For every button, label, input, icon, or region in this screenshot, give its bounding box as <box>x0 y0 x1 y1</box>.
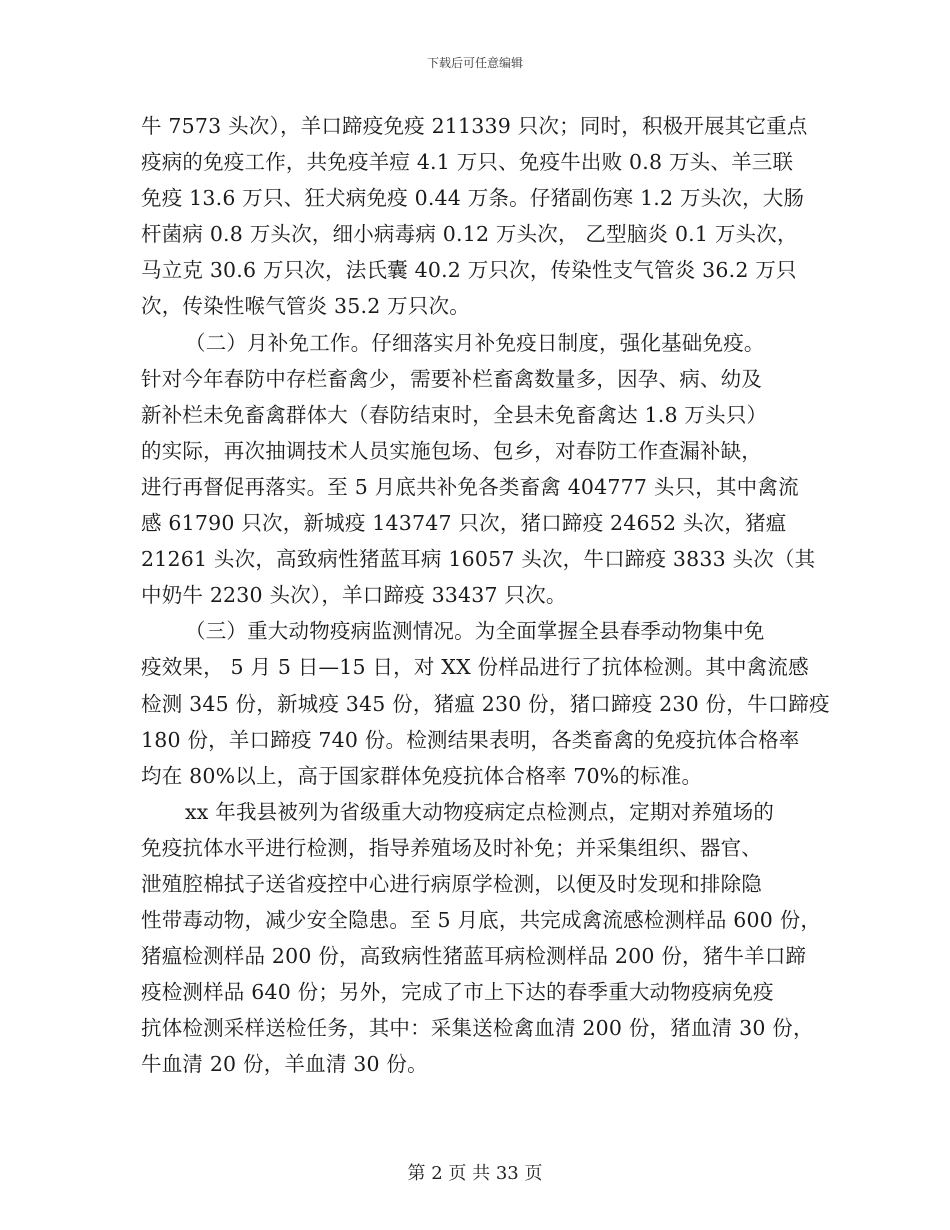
page-footer: 第 2 页 共 33 页 <box>407 1163 543 1184</box>
text-line: 均在 80%以上，高于国家群体免疫抗体合格率 70%的标准。 <box>141 763 703 788</box>
text-line: 中奶牛 2230 头次），羊口蹄疫 33437 只次。 <box>141 583 567 608</box>
paragraph <box>141 325 841 614</box>
text-line: 杆菌病 0.8 万头次，细小病毒病 0.12 万头次， 乙型脑炎 0.1 万头次， <box>141 222 798 247</box>
document-body <box>141 108 841 1083</box>
text-line: 针对今年春防中存栏畜禽少，需要补栏畜禽数量多，因孕、病、幼及 <box>141 366 762 391</box>
text-line: 性带毒动物，减少安全隐患。至 5 月底，共完成禽流感检测样品 600 份， <box>141 908 822 933</box>
text-line: 180 份，羊口蹄疫 740 份。检测结果表明，各类畜禽的免疫抗体合格率 <box>141 727 800 752</box>
text-line: 次，传染性喉气管炎 35.2 万只次。 <box>141 294 470 319</box>
text-line: 马立克 30.6 万只次，法氏囊 40.2 万只次，传染性支气管炎 36.2 万只 <box>141 258 797 283</box>
text-line: 免疫抗体水平进行检测，指导养殖场及时补免；并采集组织、器官、 <box>141 835 762 860</box>
text-line: （二）月补免工作。仔细落实月补免疫日制度，强化基础免疫。 <box>185 330 765 355</box>
text-line: 抗体检测采样送检任务，其中：采集送检禽血清 200 份，猪血清 30 份， <box>141 1016 814 1041</box>
text-line: 的实际，再次抽调技术人员实施包场、包乡，对春防工作查漏补缺， <box>141 438 762 463</box>
text-line: 免疫 13.6 万只、狂犬病免疫 0.44 万条。仔猪副伤寒 1.2 万头次，大肠 <box>141 186 805 211</box>
text-line: 疫病的免疫工作，共免疫羊痘 4.1 万只、免疫牛出败 0.8 万头、羊三联 <box>141 150 794 175</box>
text-line: 泄殖腔棉拭子送省疫控中心进行病原学检测，以便及时发现和排除隐 <box>141 871 762 896</box>
text-line: 牛 7573 头次），羊口蹄疫免疫 211339 只次；同时，积极开展其它重点 <box>141 114 808 138</box>
text-line: 疫检测样品 640 份；另外，完成了市上下达的春季重大动物疫病免疫 <box>141 980 774 1005</box>
text-line: （三）重大动物疫病监测情况。为全面掌握全县春季动物集中免 <box>185 619 765 644</box>
text-line: 牛血清 20 份，羊血清 30 份。 <box>141 1052 428 1077</box>
paragraph <box>141 794 841 1083</box>
text-line: 猪瘟检测样品 200 份，高致病性猪蓝耳病检测样品 200 份，猪牛羊口蹄 <box>141 944 807 969</box>
page-header: 下载后可任意编辑 <box>426 56 523 70</box>
text-line: xx 年我县被列为省级重大动物疫病定点检测点，定期对养殖场的 <box>185 799 775 824</box>
text-line: 进行再督促再落实。至 5 月底共补免各类畜禽 404777 头只，其中禽流 <box>141 474 799 499</box>
text-line: 21261 头次，高致病性猪蓝耳病 16057 头次，牛口蹄疫 3833 头次（其 <box>141 547 816 572</box>
text-line: 疫效果， 5 月 5 日—15 日，对 XX 份样品进行了抗体检测。其中禽流感 <box>141 655 809 680</box>
text-line: 新补栏未免畜禽群体大（春防结束时，全县未免畜禽达 1.8 万头只） <box>141 402 768 427</box>
text-line: 感 61790 只次，新城疫 143747 只次，猪口蹄疫 24652 头次，猪瘟 <box>141 511 787 536</box>
paragraph <box>141 613 841 793</box>
text-line: 检测 345 份，新城疫 345 份，猪瘟 230 份，猪口蹄疫 230 份，牛口蹄疫 <box>141 691 830 716</box>
paragraph <box>141 108 841 325</box>
